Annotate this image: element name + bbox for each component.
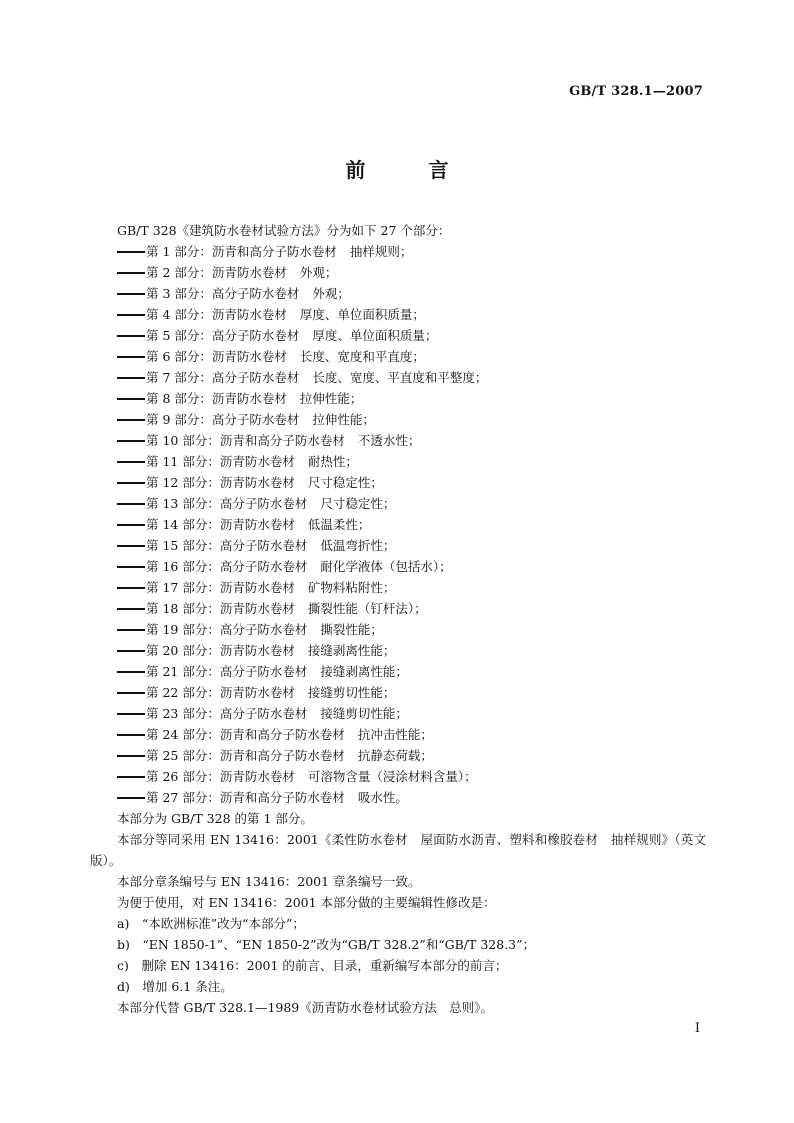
part-item	[90, 682, 706, 703]
em-dash	[117, 293, 145, 295]
em-dash	[117, 419, 145, 421]
standard-number: GB/T 328.1—2007	[569, 84, 703, 99]
part-topic: 吸水性。	[357, 790, 408, 805]
part-label: 第 20 部分：沥青防水卷材	[146, 643, 295, 658]
part-topic: 接缝剪切性能；	[307, 685, 396, 700]
part-topic: 矿物料粘附性；	[307, 580, 396, 595]
em-dash	[117, 461, 145, 463]
part-label: 第 23 部分：高分子防水卷材	[146, 706, 308, 721]
part-label: 第 26 部分：沥青防水卷材	[146, 769, 295, 784]
part-item	[90, 787, 706, 808]
part-topic: 拉伸性能；	[299, 391, 363, 406]
part-topic: 接缝剥离性能；	[307, 643, 396, 658]
part-label: 第 1 部分：沥青和高分子防水卷材	[146, 244, 337, 259]
part-topic: 耐化学液体（包括水）；	[320, 559, 452, 574]
part-label: 第 18 部分：沥青防水卷材	[146, 601, 295, 616]
part-item	[90, 598, 706, 619]
em-dash	[117, 713, 145, 715]
em-dash	[117, 587, 145, 589]
em-dash	[117, 629, 145, 631]
paragraph-editorial-changes: 为便于使用，对 EN 13416：2001 本部分做的主要编辑性修改是：	[117, 895, 496, 910]
part-label: 第 19 部分：高分子防水卷材	[146, 622, 308, 637]
part-item	[90, 493, 706, 514]
part-item	[90, 388, 706, 409]
part-label: 第 24 部分：沥青和高分子防水卷材	[146, 727, 345, 742]
em-dash	[117, 566, 145, 568]
em-dash	[117, 734, 145, 736]
em-dash	[117, 797, 145, 799]
part-label: 第 6 部分：沥青防水卷材	[146, 349, 287, 364]
part-label: 第 17 部分：沥青防水卷材	[146, 580, 295, 595]
part-topic: 可溶物含量（浸涂材料含量）；	[307, 769, 477, 784]
part-item	[90, 241, 706, 262]
part-label: 第 10 部分：沥青和高分子防水卷材	[146, 433, 345, 448]
em-dash	[117, 776, 145, 778]
em-dash	[117, 314, 145, 316]
intro-paragraph: GB/T 328《建筑防水卷材试验方法》分为如下 27 个部分：	[117, 223, 451, 238]
part-label: 第 3 部分：高分子防水卷材	[146, 286, 300, 301]
em-dash	[117, 272, 145, 274]
part-label: 第 14 部分：沥青防水卷材	[146, 517, 295, 532]
part-item	[90, 640, 706, 661]
part-label: 第 8 部分：沥青防水卷材	[146, 391, 287, 406]
page-number: I	[694, 1021, 700, 1036]
part-item	[90, 367, 706, 388]
part-label: 第 25 部分：沥青和高分子防水卷材	[146, 748, 345, 763]
paragraph-replaces: 本部分代替 GB/T 328.1—1989《沥青防水卷材试验方法 总则》。	[117, 1000, 494, 1015]
change-item-a: a) “本欧洲标准”改为“本部分”；	[117, 916, 305, 931]
part-item	[90, 451, 706, 472]
part-topic: 抽样规则；	[349, 244, 413, 259]
part-label: 第 2 部分：沥青防水卷材	[146, 265, 287, 280]
em-dash	[117, 755, 145, 757]
part-topic: 尺寸稳定性；	[320, 496, 396, 511]
part-topic: 低温柔性；	[307, 517, 371, 532]
em-dash	[117, 335, 145, 337]
part-topic: 不透水性；	[357, 433, 421, 448]
part-label: 第 27 部分：沥青和高分子防水卷材	[146, 790, 345, 805]
part-topic: 尺寸稳定性；	[307, 475, 383, 490]
em-dash	[117, 482, 145, 484]
em-dash	[117, 608, 145, 610]
part-item	[90, 514, 706, 535]
part-topic: 厚度、单位面积质量；	[299, 307, 425, 322]
em-dash	[117, 671, 145, 673]
em-dash	[117, 524, 145, 526]
em-dash	[117, 545, 145, 547]
part-topic: 外观；	[312, 286, 350, 301]
part-item	[90, 346, 706, 367]
part-label: 第 22 部分：沥青防水卷材	[146, 685, 295, 700]
change-item-b: b) “EN 1850-1”、“EN 1850-2”改为“GB/T 328.2”和“GB/T 328.3”；	[117, 937, 536, 952]
part-label: 第 7 部分：高分子防水卷材	[146, 370, 300, 385]
part-item	[90, 556, 706, 577]
em-dash	[117, 398, 145, 400]
part-label: 第 5 部分：高分子防水卷材	[146, 328, 300, 343]
part-item	[90, 661, 706, 682]
part-label: 第 21 部分：高分子防水卷材	[146, 664, 308, 679]
part-topic: 接缝剪切性能；	[320, 706, 408, 721]
part-topic: 低温弯折性；	[320, 538, 396, 553]
part-label: 第 11 部分：沥青防水卷材	[146, 454, 295, 469]
part-topic: 耐热性；	[307, 454, 358, 469]
part-item	[90, 262, 706, 283]
part-item	[90, 325, 706, 346]
part-item	[90, 409, 706, 430]
part-topic: 长度、宽度和平直度；	[299, 349, 425, 364]
parts-list	[90, 241, 706, 808]
part-label: 第 15 部分：高分子防水卷材	[146, 538, 308, 553]
part-item	[90, 724, 706, 745]
part-item	[90, 703, 706, 724]
part-label: 第 13 部分：高分子防水卷材	[146, 496, 308, 511]
part-topic: 拉伸性能；	[312, 412, 375, 427]
foreword-body	[90, 220, 706, 1018]
part-item	[90, 766, 706, 787]
part-label: 第 12 部分：沥青防水卷材	[146, 475, 295, 490]
part-topic: 长度、宽度、平直度和平整度；	[312, 370, 488, 385]
part-topic: 撕裂性能（钉杆法）；	[307, 601, 427, 616]
part-topic: 外观；	[299, 265, 338, 280]
part-item	[90, 745, 706, 766]
part-label: 第 9 部分：高分子防水卷材	[146, 412, 300, 427]
part-label: 第 4 部分：沥青防水卷材	[146, 307, 287, 322]
change-item-d: d) 增加 6.1 条注。	[117, 979, 233, 994]
em-dash	[117, 440, 145, 442]
part-item	[90, 472, 706, 493]
part-item	[90, 619, 706, 640]
page-title: 前 言	[345, 158, 477, 182]
paragraph-equivalence: 本部分等同采用 EN 13416：2001《柔性防水卷材 屋面防水沥青、塑料和橡胶卷材 抽样规则》（英文版）。	[90, 832, 706, 868]
part-item	[90, 430, 706, 451]
paragraph-part-of: 本部分为 GB/T 328 的第 1 部分。	[117, 811, 313, 826]
part-topic: 厚度、单位面积质量；	[312, 328, 438, 343]
paragraph-numbering: 本部分章条编号与 EN 13416：2001 章条编号一致。	[117, 874, 421, 889]
part-item	[90, 577, 706, 598]
em-dash	[117, 650, 145, 652]
part-label: 第 16 部分：高分子防水卷材	[146, 559, 308, 574]
part-item	[90, 535, 706, 556]
part-topic: 接缝剥离性能；	[320, 664, 408, 679]
part-topic: 抗冲击性能；	[357, 727, 433, 742]
em-dash	[117, 356, 145, 358]
change-item-c: c) 删除 EN 13416：2001 的前言、目录，重新编写本部分的前言；	[117, 958, 508, 973]
em-dash	[117, 503, 145, 505]
em-dash	[117, 251, 145, 253]
part-item	[90, 304, 706, 325]
em-dash	[117, 692, 145, 694]
part-item	[90, 283, 706, 304]
em-dash	[117, 377, 145, 379]
part-topic: 抗静态荷载；	[357, 748, 433, 763]
part-topic: 撕裂性能；	[320, 622, 383, 637]
